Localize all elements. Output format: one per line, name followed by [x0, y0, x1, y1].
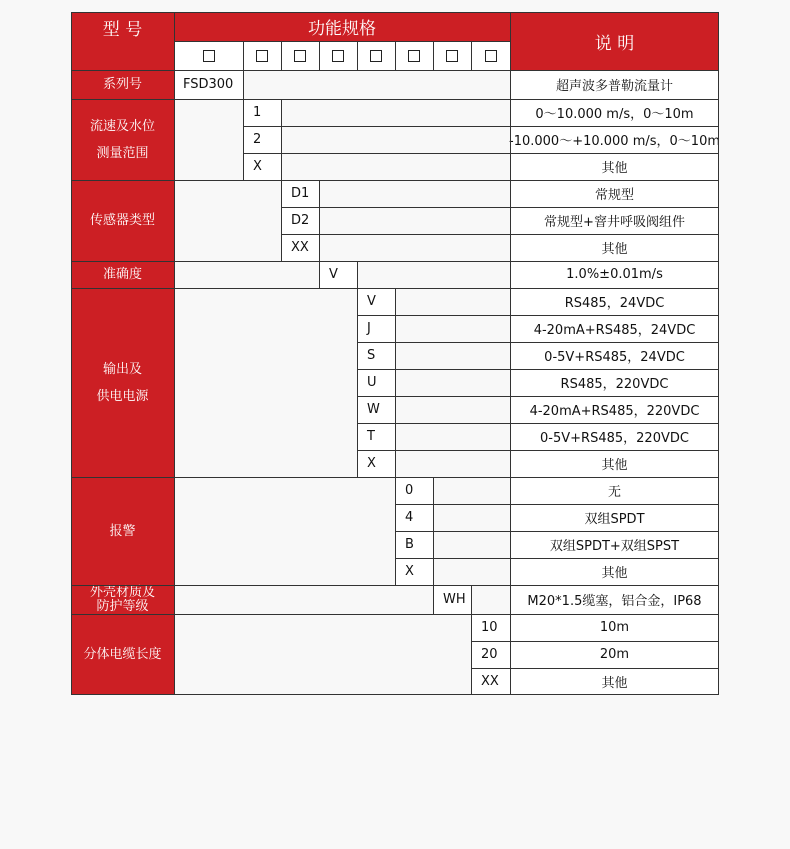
- sensor-desc-text: 常规型: [594, 188, 634, 203]
- output-code-1: [357, 288, 395, 315]
- accuracy-code: [319, 261, 357, 288]
- position-box-icon: [203, 50, 215, 62]
- position-box-9: [509, 41, 510, 70]
- cable-desc-text: 其他: [601, 676, 628, 691]
- model-header: [71, 12, 174, 70]
- output-desc-7: [510, 450, 719, 477]
- cable-code-text: XX: [481, 674, 499, 689]
- output-code-text: X: [367, 456, 376, 471]
- output-code-text: V: [367, 294, 376, 309]
- cable-code-1: [471, 614, 510, 641]
- alarm-code-text: 0: [405, 483, 414, 498]
- position-box-icon: [256, 50, 268, 62]
- output-desc-5: [510, 396, 719, 423]
- position-box-7: [433, 41, 471, 70]
- accuracy-desc: [510, 261, 719, 288]
- output-label: [71, 288, 174, 477]
- accuracy-label-text: 准确度: [102, 267, 142, 282]
- housing-label: [71, 585, 174, 614]
- position-box-icon: [370, 50, 382, 62]
- sensor-code-2: [281, 207, 319, 234]
- alarm-code-text: B: [405, 537, 414, 552]
- output-desc-text: 4-20mA+RS485，24VDC: [533, 323, 696, 338]
- cable-code-text: 10: [481, 620, 498, 635]
- sensor-label: [71, 180, 174, 261]
- alarm-desc-1: [510, 477, 719, 504]
- sensor-desc-1: [510, 180, 719, 207]
- position-box-5: [357, 41, 395, 70]
- alarm-code-4: [395, 558, 433, 585]
- output-desc-text: 其他: [601, 458, 628, 473]
- range-label-line2: 测量范围: [96, 145, 149, 161]
- alarm-desc-text: 双组SPDT: [584, 512, 645, 527]
- position-box-6: [395, 41, 433, 70]
- alarm-code-1: [395, 477, 433, 504]
- sensor-code-1: [281, 180, 319, 207]
- series-desc: [510, 70, 719, 99]
- sensor-code-text: D2: [291, 213, 310, 228]
- range-desc-text: -10.000～+10.000 m/s，0～10m: [509, 134, 720, 149]
- output-code-4: [357, 369, 395, 396]
- output-desc-text: 0-5V+RS485，220VDC: [540, 431, 689, 446]
- output-desc-text: RS485，220VDC: [560, 377, 669, 392]
- range-code-text: 2: [253, 132, 262, 147]
- alarm-desc-text: 其他: [601, 566, 628, 581]
- cable-desc-text: 10m: [599, 620, 630, 635]
- series-code: [174, 70, 243, 99]
- range-label-line1: 流速及水位: [89, 118, 155, 134]
- output-label-line2: 供电电源: [96, 388, 149, 404]
- output-code-3: [357, 342, 395, 369]
- range-desc-1: [510, 99, 719, 126]
- model-header-label: 型 号: [102, 19, 143, 40]
- alarm-desc-4: [510, 558, 719, 585]
- output-code-text: U: [367, 375, 377, 390]
- output-desc-text: 0-5V+RS485，24VDC: [544, 350, 685, 365]
- output-desc-text: 4-20mA+RS485，220VDC: [529, 404, 700, 419]
- output-desc-1: [510, 288, 719, 315]
- position-box-icon: [294, 50, 306, 62]
- alarm-label: [71, 477, 174, 585]
- function-spec-header-label: 功能规格: [308, 19, 376, 39]
- output-code-2: [357, 315, 395, 342]
- output-code-7: [357, 450, 395, 477]
- alarm-desc-3: [510, 531, 719, 558]
- output-desc-2: [510, 315, 719, 342]
- housing-desc: [510, 585, 719, 614]
- description-header: [510, 12, 719, 70]
- output-code-text: T: [367, 429, 375, 444]
- range-code-1: [243, 99, 281, 126]
- sensor-desc-3: [510, 234, 719, 261]
- output-code-text: S: [367, 348, 376, 363]
- alarm-code-2: [395, 504, 433, 531]
- series-label-text: 系列号: [102, 77, 142, 92]
- cable-desc-1: [510, 614, 719, 641]
- position-box-icon: [408, 50, 420, 62]
- description-header-label: 说 明: [594, 33, 635, 54]
- accuracy-code-text: V: [329, 267, 338, 282]
- sensor-label-text: 传感器类型: [89, 213, 155, 228]
- sensor-code-text: XX: [291, 240, 309, 255]
- range-code-2: [243, 126, 281, 153]
- cable-label-text: 分体电缆长度: [83, 647, 162, 662]
- housing-label-line2: 防护等级: [96, 598, 149, 614]
- alarm-desc-2: [510, 504, 719, 531]
- output-code-text: W: [367, 402, 380, 417]
- position-box-8: [471, 41, 510, 70]
- sensor-desc-text: 常规型+窨井呼吸阀组件: [544, 215, 685, 230]
- cable-desc-2: [510, 641, 719, 668]
- output-code-6: [357, 423, 395, 450]
- model-selection-table: [71, 12, 719, 695]
- accuracy-desc-text: 1.0%±0.01m/s: [566, 267, 663, 282]
- cable-desc-3: [510, 668, 719, 695]
- series-label: [71, 70, 174, 99]
- range-desc-2: [510, 126, 719, 153]
- sensor-desc-text: 其他: [601, 242, 628, 257]
- alarm-label-text: 报警: [109, 523, 136, 539]
- output-label-line1: 输出及: [102, 361, 142, 377]
- range-code-text: X: [253, 159, 262, 174]
- alarm-code-text: 4: [405, 510, 414, 525]
- position-box-2: [243, 41, 281, 70]
- sensor-code-text: D1: [291, 186, 310, 201]
- series-desc-text: 超声波多普勒流量计: [555, 79, 673, 94]
- range-desc-text: 0～10.000 m/s，0～10m: [535, 107, 694, 122]
- output-code-5: [357, 396, 395, 423]
- sensor-code-3: [281, 234, 319, 261]
- position-box-4: [319, 41, 357, 70]
- function-spec-header: [174, 12, 510, 41]
- position-box-3: [281, 41, 319, 70]
- position-box-1: [174, 41, 243, 70]
- cable-code-3: [471, 668, 510, 695]
- output-code-text: J: [367, 321, 371, 336]
- range-code-3: [243, 153, 281, 180]
- output-desc-6: [510, 423, 719, 450]
- output-desc-text: RS485，24VDC: [564, 296, 665, 311]
- position-box-icon: [446, 50, 458, 62]
- alarm-code-3: [395, 531, 433, 558]
- range-desc-3: [510, 153, 719, 180]
- range-desc-text: 其他: [601, 161, 628, 176]
- housing-code-text: WH: [443, 592, 466, 607]
- housing-desc-text: M20*1.5缆塞，铝合金，IP68: [527, 594, 702, 609]
- alarm-code-text: X: [405, 564, 414, 579]
- cable-desc-text: 20m: [599, 647, 630, 662]
- output-desc-3: [510, 342, 719, 369]
- cable-code-text: 20: [481, 647, 498, 662]
- housing-label-line1: 外壳材质及: [89, 584, 155, 600]
- sensor-desc-2: [510, 207, 719, 234]
- series-code-text: FSD300: [183, 77, 234, 92]
- range-code-text: 1: [253, 105, 262, 120]
- alarm-desc-text: 双组SPDT+双组SPST: [549, 539, 680, 554]
- accuracy-label: [71, 261, 174, 288]
- position-box-icon: [485, 50, 497, 62]
- position-box-icon: [332, 50, 344, 62]
- range-label: [71, 99, 174, 180]
- output-desc-4: [510, 369, 719, 396]
- housing-code: [433, 585, 471, 614]
- cable-label: [71, 614, 174, 695]
- alarm-desc-text: 无: [607, 485, 621, 500]
- cable-code-2: [471, 641, 510, 668]
